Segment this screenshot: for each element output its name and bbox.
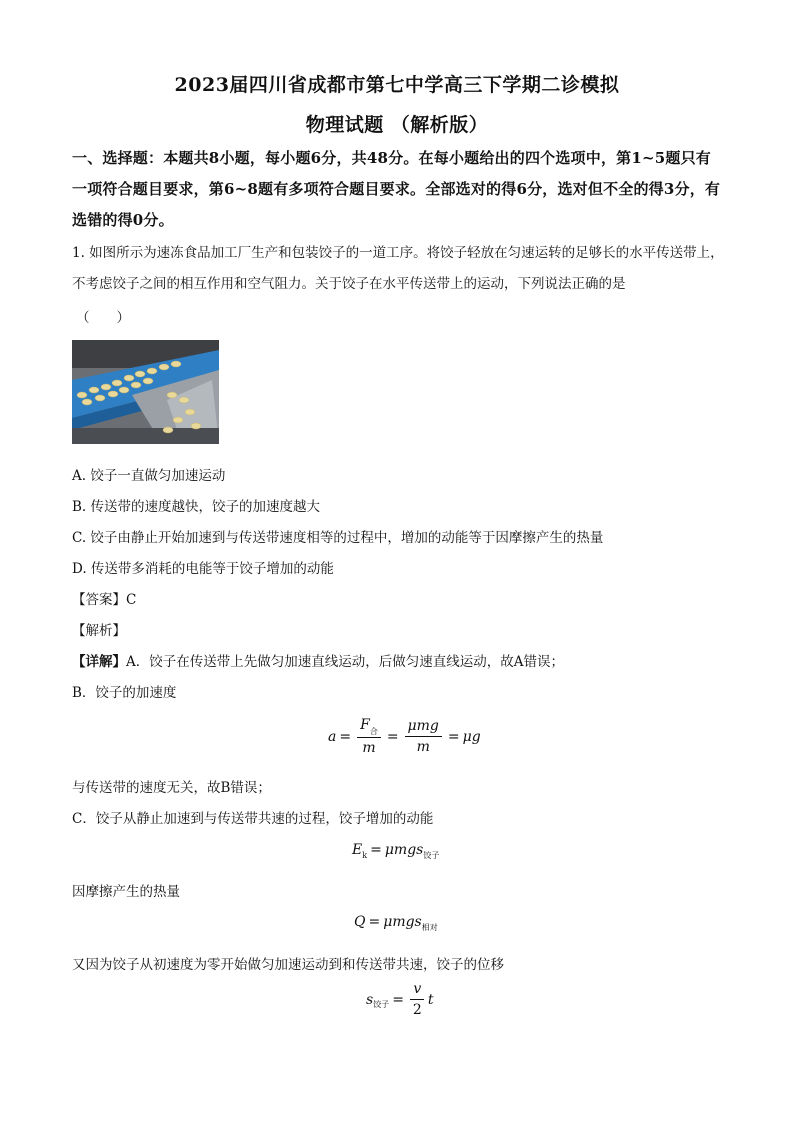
eq4-lhs: s (366, 991, 374, 1008)
after-eq1-line: 与传送带的速度无关，故B错误； (72, 780, 271, 796)
eq3-rhs: μmgs (383, 914, 422, 930)
eq1-fraction-1 (357, 716, 381, 757)
option-d: D. 传送带多消耗的电能等于饺子增加的动能 (72, 561, 334, 577)
conveyor-dumplings-photo (72, 340, 219, 444)
option-c: C. 饺子由静止开始加速到与传送带速度相等的过程中，增加的动能等于因摩擦产生的热量 (72, 530, 604, 546)
exam-title: 2023届四川省成都市第七中学高三下学期二诊模拟 (174, 74, 620, 96)
detail-tag: 【详解】 (72, 654, 126, 670)
eq2-rhs: μmgs (384, 842, 424, 858)
eq4-fraction (410, 980, 425, 1019)
detail-b-line: B．饺子的加速度 (72, 685, 177, 701)
conveyor-dumplings-photo-icon (72, 340, 219, 444)
eq3-rhs-sub: 相对 (421, 922, 438, 932)
eq1-lhs: a (328, 728, 337, 745)
heat-line: 因摩擦产生的热量 (72, 884, 180, 900)
eq1-num1: F (360, 717, 370, 733)
equation-heat: Q = μmgs 相对 (354, 914, 438, 932)
eq1-sub1: 合 (369, 727, 378, 736)
answer-blank: （ ） (76, 310, 130, 326)
detail-a-text: A．饺子在传送带上先做匀加速直线运动，后做匀速直线运动，故A错误； (126, 654, 564, 670)
eq3-lhs: Q (354, 914, 366, 930)
section-heading: 一、选择题：本题共8小题，每小题6分，共48分。在每小题给出的四个选项中，第1~5题只有一项符合题目要求，第6~8题有多项符合题目要求。全部选对的得6分，选对但不全的得3分，有选错的得0分。 (72, 149, 721, 229)
eq4-tail: t (427, 991, 434, 1008)
eq2-lhs-sub: k (362, 850, 368, 860)
eq4-den: 2 (412, 1002, 422, 1018)
eq4-num: v (410, 980, 424, 1000)
detail-c-line: C．饺子从静止加速到与传送带共速的过程，饺子增加的动能 (72, 811, 434, 827)
equation-kinetic-energy: E k = μmgs 饺子 (352, 842, 440, 860)
equation-acceleration: a = $\frac{F_合}{m}$ = $\frac{\text{μmg}}{m}$ = μg (328, 717, 481, 756)
displacement-line: 又因为饺子从初速度为零开始做匀加速运动到和传送带共速，饺子的位移 (72, 957, 504, 973)
exam-subtitle: 物理试题 （解析版） (305, 114, 489, 136)
eq4-lhs-sub: 饺子 (373, 1000, 390, 1009)
detail-a-line (72, 650, 564, 670)
eq1-den2: m (416, 739, 430, 755)
eq1-num2: μmg (405, 717, 442, 737)
eq1-fraction-2 (405, 717, 442, 756)
question-stem: 1. 如图所示为速冻食品加工厂生产和包装饺子的一道工序。将饺子轻放在匀速运转的足够长的水平传送带上，不考虑饺子之间的相互作用和空气阻力。关于饺子在水平传送带上的运动，下列说法正确的是 (72, 245, 724, 292)
answer-line: 【答案】C (72, 592, 137, 608)
eq1-rhs: μg (462, 728, 481, 745)
option-a: A. 饺子一直做匀加速运动 (72, 468, 226, 484)
option-b: B. 传送带的速度越快，饺子的加速度越大 (72, 499, 321, 515)
equation-displacement: s 饺子 = $\frac{v}{2}$ t (366, 981, 434, 1018)
eq1-den1: m (362, 740, 376, 756)
analysis-tag: 【解析】 (72, 623, 126, 639)
eq2-lhs: E (352, 842, 363, 858)
eq2-rhs-sub: 饺子 (423, 850, 440, 860)
